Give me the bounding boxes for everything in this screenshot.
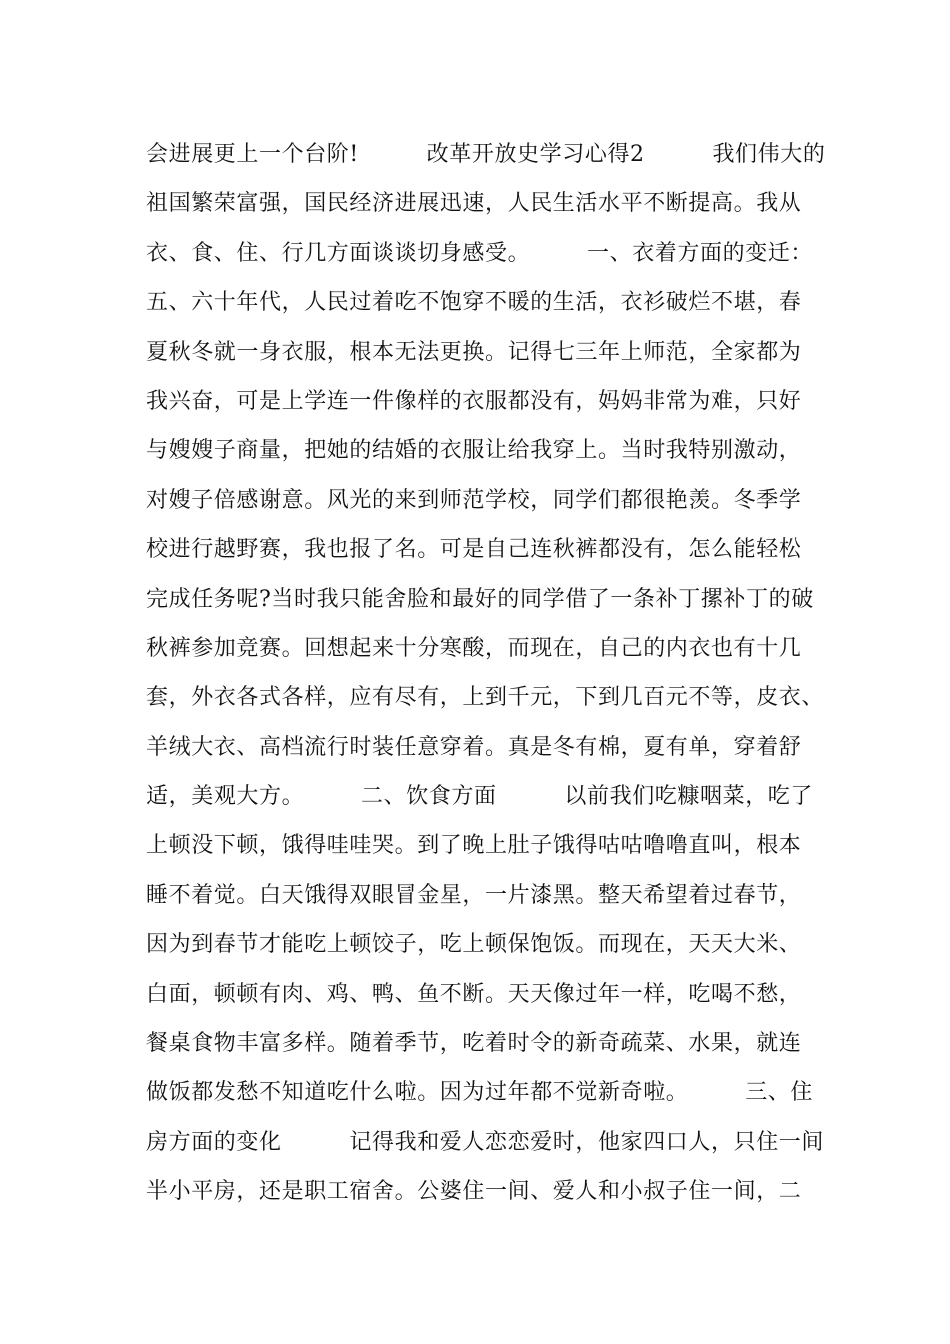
text-line: 因为到春节才能吃上顿饺子，吃上顿保饱饭。而现在，天天大米、 [146,932,802,958]
text-line: 半小平房，还是职工宿舍。公婆住一间、爱人和小叔子住一间，二 [146,1179,802,1205]
text-line: 与嫂嫂子商量，把她的结婚的衣服让给我穿上。当时我特别激动， [146,438,802,464]
text-line: 秋裤参加竞赛。回想起来十分寒酸，而现在，自己的内衣也有十几 [146,635,802,661]
text-line: 会进展更上一个台阶! 改革开放史学习心得2 我们伟大的 [146,142,826,167]
text-line: 校进行越野赛，我也报了名。可是自己连秋裤都没有，怎么能轻松 [146,537,802,563]
text-line: 祖国繁荣富强，国民经济进展迅速，人民生活水平不断提高。我从 [146,191,802,217]
text-line: 羊绒大衣、高档流行时装任意穿着。真是冬有棉，夏有单，穿着舒 [146,734,802,760]
text-line: 上顿没下顿，饿得哇哇哭。到了晚上肚子饿得咕咕噜噜直叫，根本 [146,833,802,859]
body-text [146,130,826,1217]
text-line: 五、六十年代，人民过着吃不饱穿不暖的生活，衣衫破烂不堪，春 [146,290,802,316]
text-line: 我兴奋，可是上学连一件像样的衣服都没有，妈妈非常为难，只好 [146,388,802,414]
text-line: 房方面的变化 记得我和爱人恋恋爱时，他家四口人，只住一间 [146,1129,825,1155]
text-line: 完成任务呢?当时我只能舍脸和最好的同学借了一条补丁摞补丁的破 [146,586,814,612]
text-line: 衣、食、住、行几方面谈谈切身感受。 一、衣着方面的变迁： [146,240,814,266]
text-line: 适，美观大方。 二、饮食方面 以前我们吃糠咽菜，吃了 [146,784,814,810]
text-line: 夏秋冬就一身衣服，根本无法更换。记得七三年上师范，全家都为 [146,339,802,365]
text-line: 做饭都发愁不知道吃什么啦。因为过年都不觉新奇啦。 三、住 [146,1080,814,1106]
text-line: 对嫂子倍感谢意。风光的来到师范学校，同学们都很艳羡。冬季学 [146,487,802,513]
text-line: 套，外衣各式各样，应有尽有，上到千元，下到几百元不等，皮衣、 [146,685,825,711]
text-line: 睡不着觉。白天饿得双眼冒金星，一片漆黑。整天希望着过春节， [146,882,802,908]
text-line: 餐桌食物丰富多样。随着季节，吃着时令的新奇疏菜、水果，就连 [146,1031,802,1057]
text-line: 白面，顿顿有肉、鸡、鸭、鱼不断。天天像过年一样，吃喝不愁， [146,981,802,1007]
